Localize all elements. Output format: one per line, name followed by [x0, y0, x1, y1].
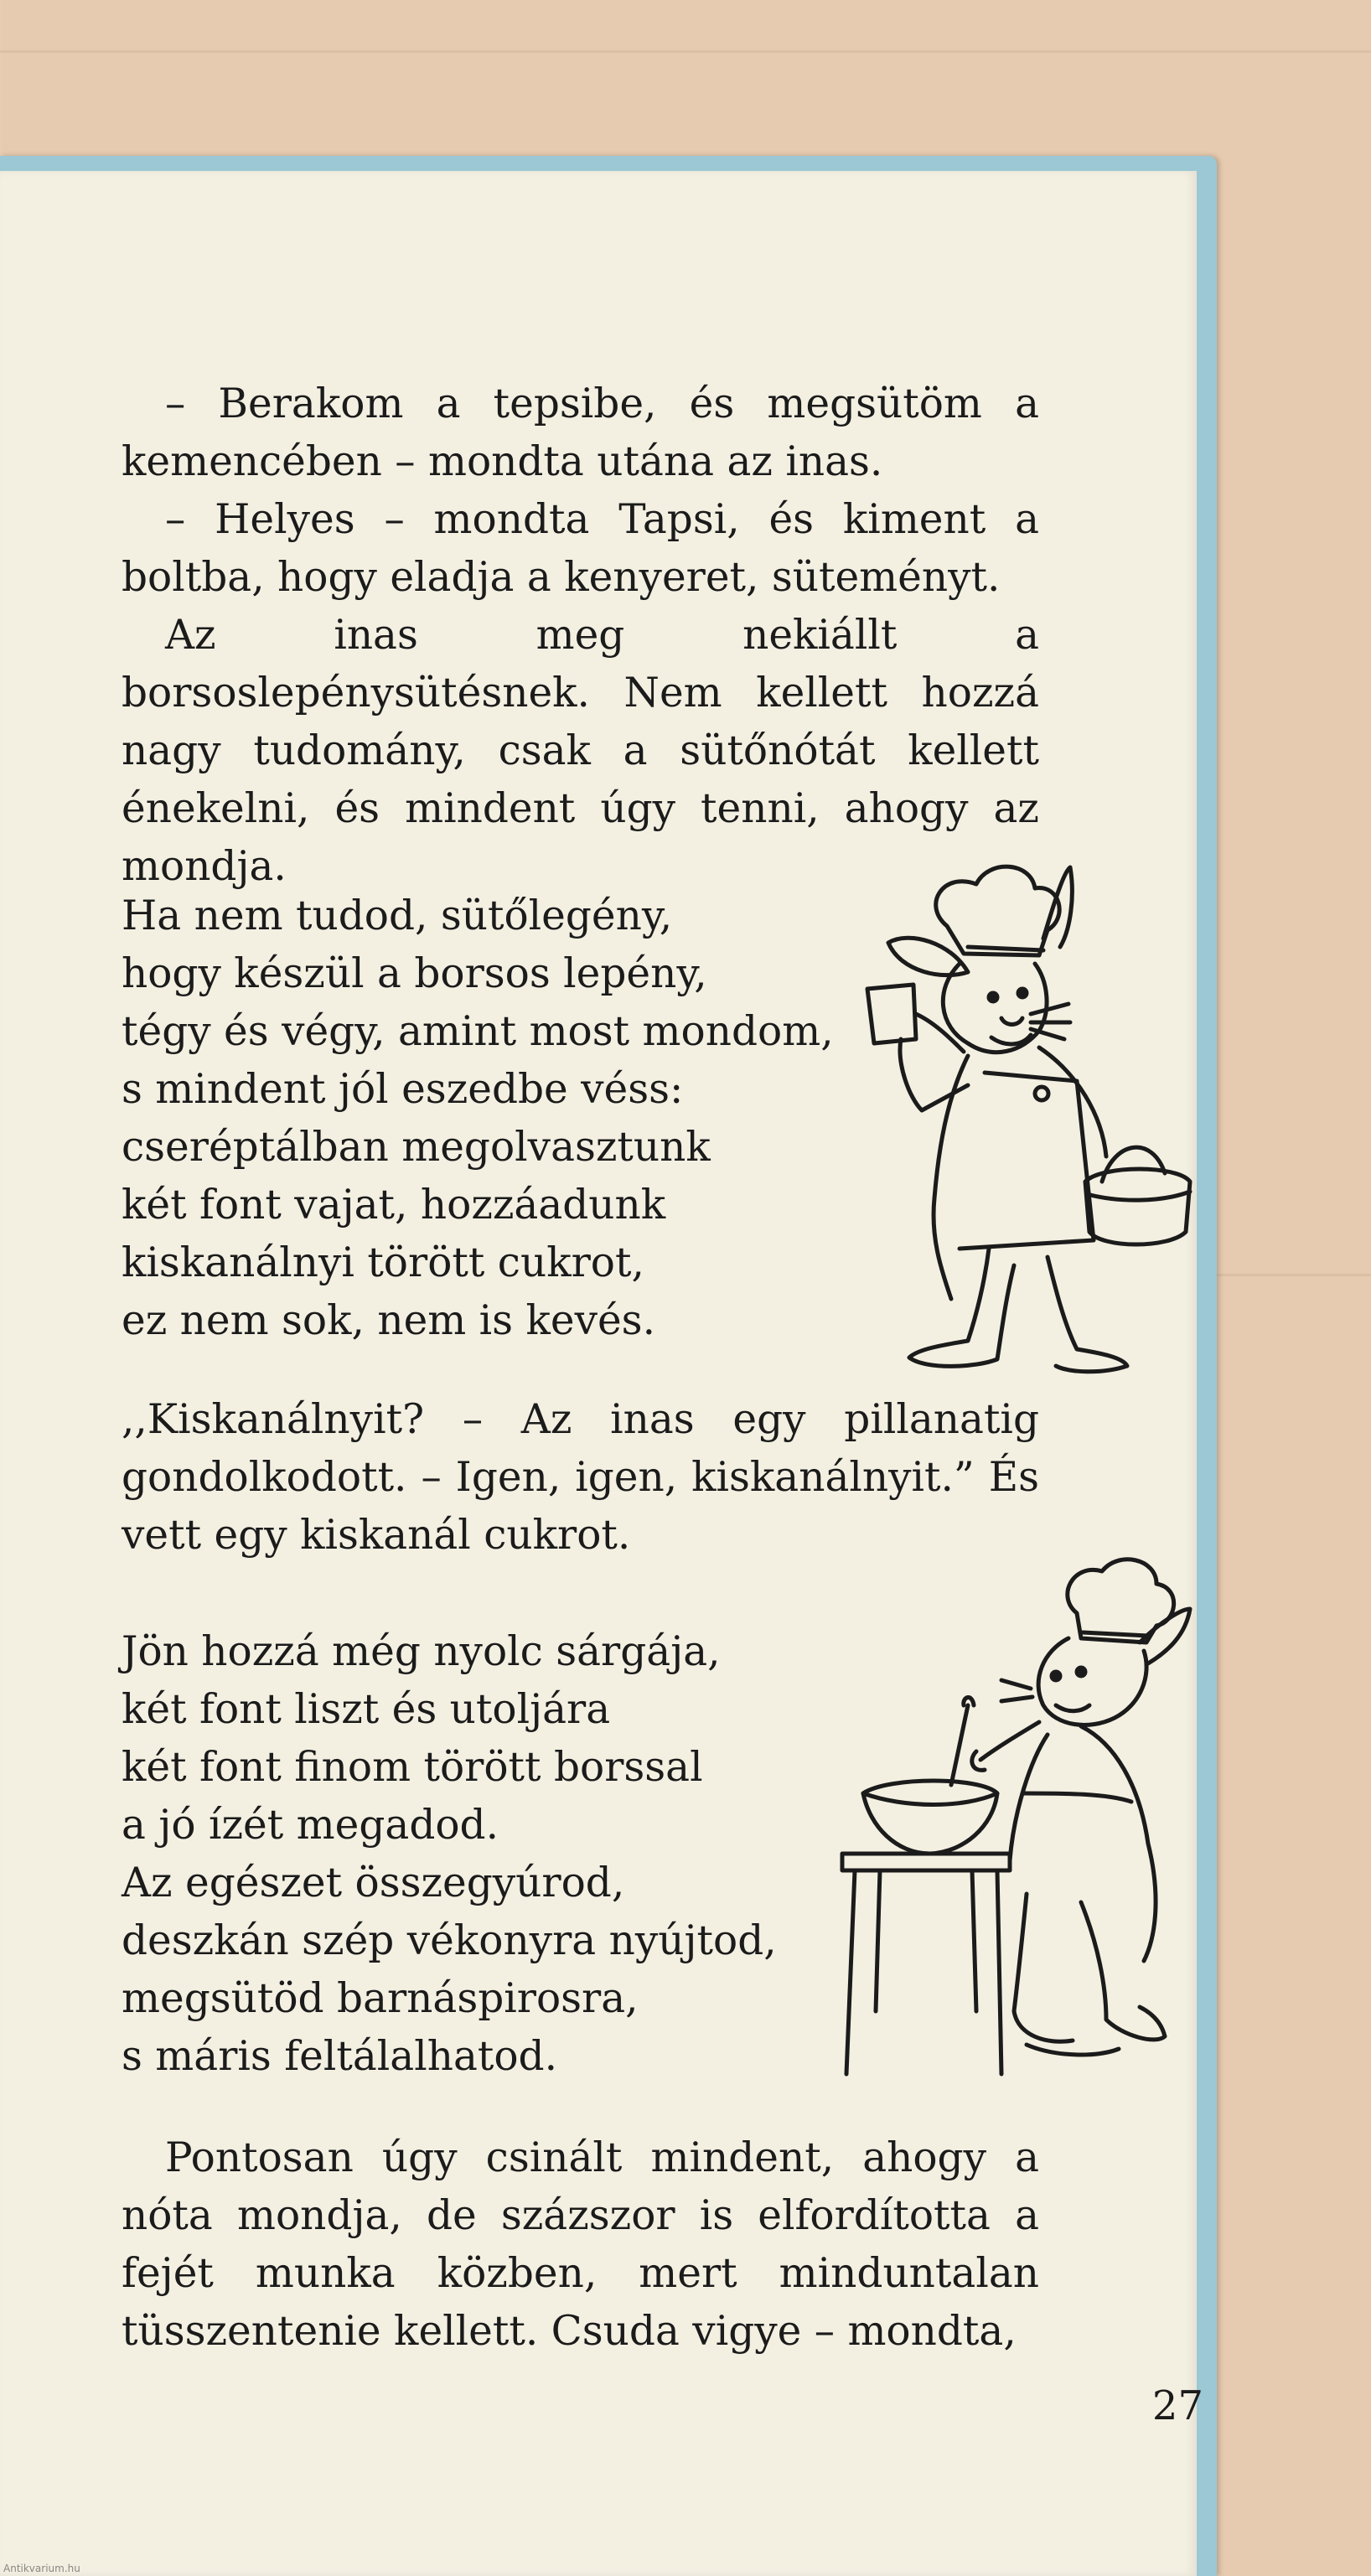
verse-line: tégy és végy, amint most mondom, [122, 1008, 834, 1055]
verse-line: Ha nem tudod, sütőlegény, [122, 892, 673, 939]
wood-grain-line [0, 50, 1371, 53]
page-number: 27 [1151, 2382, 1203, 2429]
paragraph: Pontosan úgy csinált mindent, ahogy a nóta mondja, de százszor is elfordította a fejét munka közben, mert minduntalan tüsszentenie kellett. Csuda vigye – mondta, [122, 2134, 1039, 2355]
rabbit-chef-mixing-bowl-illustration [830, 1542, 1198, 2095]
verse-block-2 [122, 1623, 777, 2086]
verse-line: a jó ízét megadod. [122, 1802, 499, 1849]
verse-line: Jön hozzá még nyolc sárgája, [122, 1628, 721, 1675]
paragraph: Az inas meg nekiállt a borsoslepénysütésnek. Nem kellett hozzá nagy tudomány, csak a sütőnótát kellett énekelni, és mindent úgy tenni, ahogy az mondja. [122, 612, 1039, 890]
verse-block-1 [122, 887, 834, 1350]
verse-line: s mindent jól eszedbe véss: [122, 1066, 684, 1113]
verse-line: két font vajat, hozzáadunk [122, 1182, 666, 1229]
verse-line: két font finom törött borssal [122, 1744, 703, 1791]
verse-line: két font liszt és utoljára [122, 1686, 611, 1733]
paragraph: – Helyes – mondta Tapsi, és kiment a boltba, hogy eladja a kenyeret, süteményt. [122, 496, 1039, 601]
prose-block-3 [122, 2129, 1039, 2361]
verse-line: kiskanálnyi törött cukrot, [122, 1239, 644, 1286]
watermark: Antikvarium.hu [3, 2563, 80, 2574]
prose-block-1 [122, 375, 1039, 896]
verse-line: ez nem sok, nem is kevés. [122, 1297, 655, 1344]
paragraph: ,,Kiskanálnyit? – Az inas egy pillanatig gondolkodott. – Igen, igen, kiskanálnyit.” És vett egy kiskanál cukrot. [122, 1396, 1039, 1559]
verse-line: s máris feltálalhatod. [122, 2033, 558, 2080]
verse-line: megsütöd barnáspirosra, [122, 1975, 639, 2022]
verse-line: hogy készül a borsos lepény, [122, 950, 707, 997]
verse-line: deszkán szép vékonyra nyújtod, [122, 1917, 777, 1964]
verse-line: Az egészet összegyúrod, [122, 1860, 625, 1906]
paragraph: – Berakom a tepsibe, és megsütöm a kemencében – mondta utána az inas. [122, 380, 1039, 485]
rabbit-chef-with-cup-and-basket-illustration [851, 846, 1203, 1383]
verse-line: cseréptálban megolvasztunk [122, 1124, 711, 1171]
prose-block-2 [122, 1391, 1039, 1565]
